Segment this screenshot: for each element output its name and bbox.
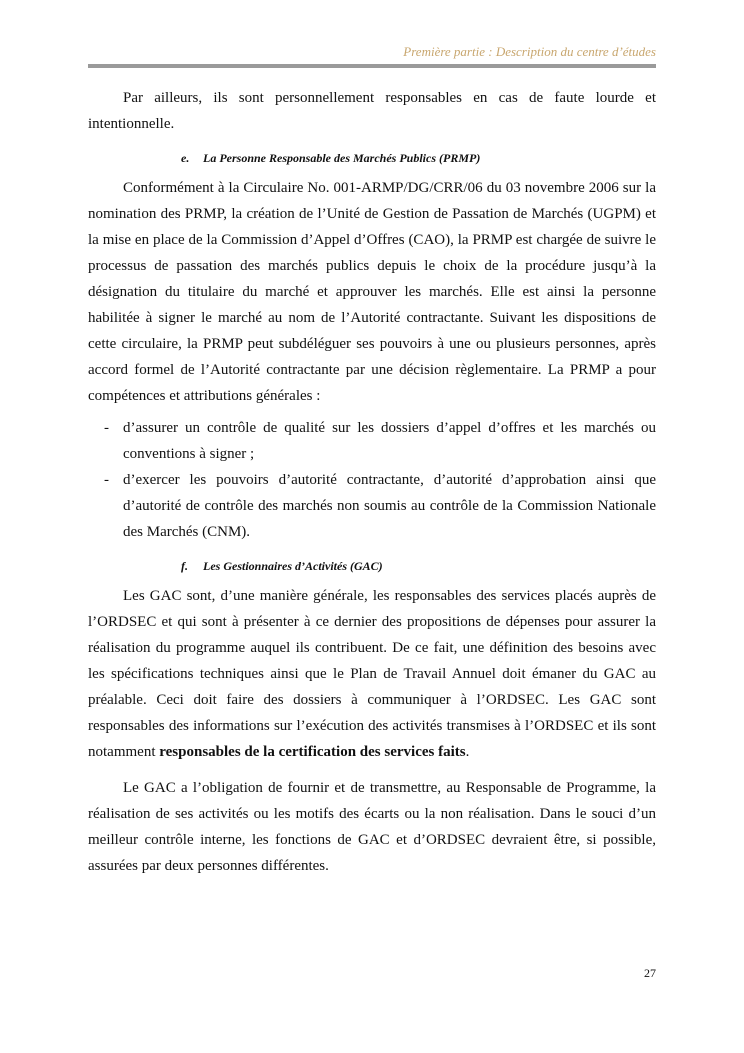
section-f-letter: f. xyxy=(181,559,188,573)
dash-bullet: - xyxy=(104,472,109,488)
section-e-title: La Personne Responsable des Marchés Publics (PRMP) xyxy=(203,151,481,165)
prmp-attributions-list xyxy=(88,415,656,545)
section-f-title: Les Gestionnaires d’Activités (GAC) xyxy=(203,559,383,573)
section-f-paragraph-1-text: Les GAC sont, d’une manière générale, les responsables des services placés auprès de l’ORDSEC et qui sont à présenter à ce dernier des propositions de dépenses pour assurer la réalisation du programme auquel ils contribuent. De ce fait, une définition des besoins avec les spécifications techniques ainsi que le Plan de Travail Annuel doit émaner du GAC au préalable. Ceci doit faire des dossiers à communiquer à l’ORDSEC. Les GAC sont responsables des informations sur l’exécution des activités transmises à l’ORDSEC et ils sont notamment xyxy=(88,588,656,760)
list-item xyxy=(88,415,656,467)
intro-paragraph: Par ailleurs, ils sont personnellement responsables en cas de faute lourde et intentionnelle. xyxy=(88,90,656,132)
section-f-paragraph-1 xyxy=(88,583,656,765)
list-item-text: d’exercer les pouvoirs d’autorité contractante, d’autorité d’approbation ainsi que d’autorité de contrôle des marchés non soumis au contrôle de la Commission Nationale des Marchés (CNM). xyxy=(123,472,656,540)
running-header: Première partie : Description du centre d’études xyxy=(403,44,656,59)
page-content xyxy=(88,85,656,879)
header-rule xyxy=(88,64,656,68)
section-e-paragraph: Conformément à la Circulaire No. 001-ARMP/DG/CRR/06 du 03 novembre 2006 sur la nomination des PRMP, la création de l’Unité de Gestion de Passation de Marchés (UGPM) et la mise en place de la Commission d’Appel d’Offres (CAO), la PRMP est chargée de suivre le processus de passation des marchés publics depuis le choix de la procédure jusqu’à la désignation du titulaire du marché et approuver les marchés. Elle est ainsi la personne habilitée à signer le marché au nom de l’Autorité contractante. Suivant les dispositions de cette circulaire, la PRMP peut subdéléguer ses pouvoirs à une ou plusieurs personnes, après accord formel de l’Autorité contractante par une décision règlementaire. La PRMP a pour compétences et attributions générales : xyxy=(88,180,656,404)
section-e-heading xyxy=(88,147,656,169)
section-f-heading xyxy=(88,555,656,577)
dash-bullet: - xyxy=(104,420,109,436)
list-item xyxy=(88,467,656,545)
list-item-text: d’assurer un contrôle de qualité sur les dossiers d’appel d’offres et les marchés ou conventions à signer ; xyxy=(123,420,656,462)
section-f-paragraph-2: Le GAC a l’obligation de fournir et de transmettre, au Responsable de Programme, la réalisation de ses activités ou les motifs des écarts ou la non réalisation. Dans le souci d’un meilleur contrôle interne, les fonctions de GAC et d’ORDSEC devraient être, si possible, assurées par deux personnes différentes. xyxy=(88,780,656,874)
page-number: 27 xyxy=(644,966,656,980)
section-f-paragraph-1-bold: responsables de la certification des services faits xyxy=(159,744,466,760)
section-f-paragraph-1-end: . xyxy=(465,744,470,760)
section-e-letter: e. xyxy=(181,151,190,165)
